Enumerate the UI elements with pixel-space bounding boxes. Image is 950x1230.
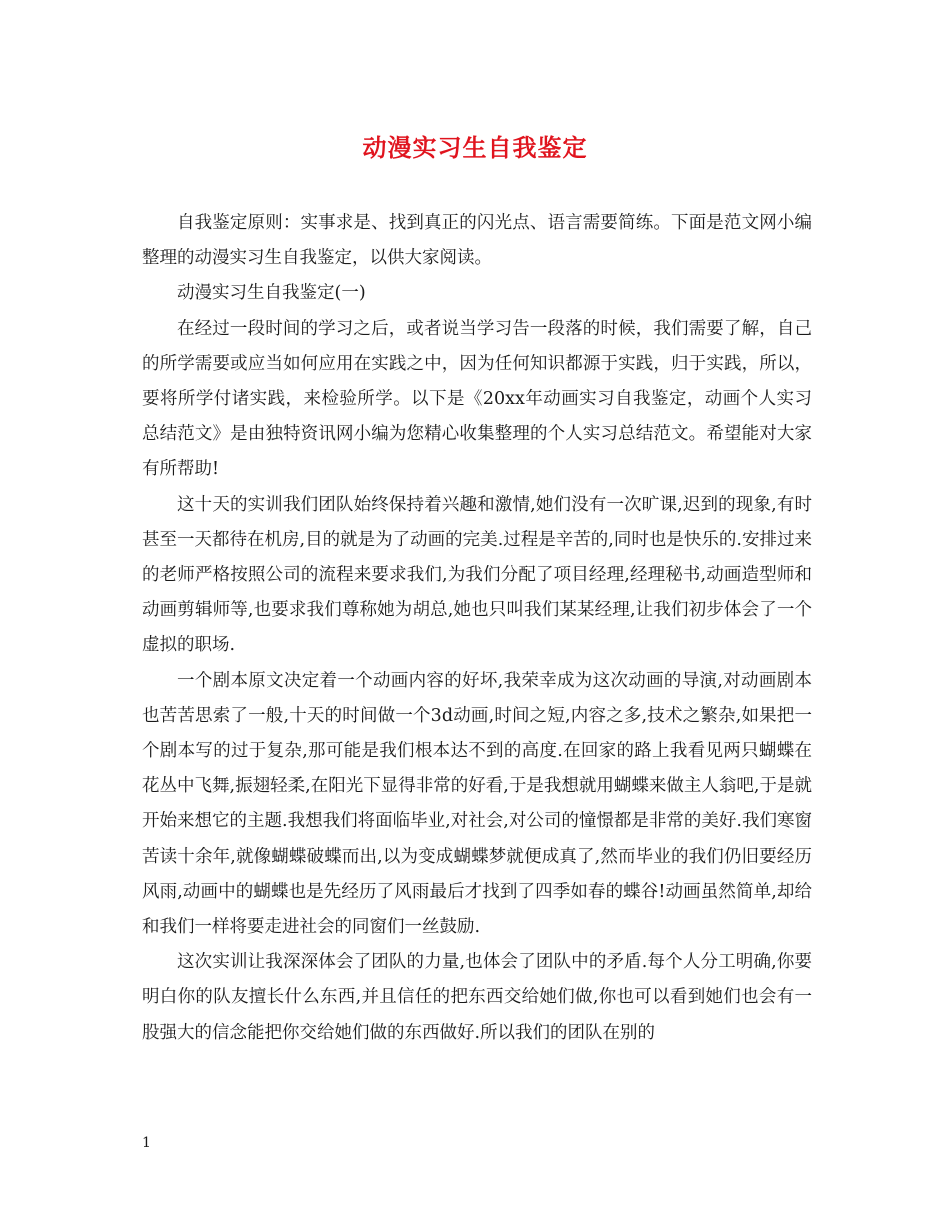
document-body	[142, 206, 812, 1051]
page-number: 1	[142, 1135, 151, 1151]
paragraph-2: 这十天的实训我们团队始终保持着兴趣和激情,她们没有一次旷课,迟到的现象,有时甚至一天都待在机房,目的就是为了动画的完美.过程是辛苦的,同时也是快乐的.安排过来的老师严格按照公司的流程来要求我们,为我们分配了项目经理,经理秘书,动画造型师和动画剪辑师等,也要求我们尊称她为胡总,她也只叫我们某某经理,让我们初步体会了一个虚拟的职场.	[142, 494, 812, 656]
paragraph-1: 在经过一段时间的学习之后，或者说当学习告一段落的时候，我们需要了解，自己的所学需要或应当如何应用在实践之中，因为任何知识都源于实践，归于实践，所以，要将所学付诸实践，来检验所学。以下是《20xx年动画实习自我鉴定，动画个人实习总结范文》是由独特资讯网小编为您精心收集整理的个人实习总结范文。希望能对大家有所帮助!	[142, 318, 812, 480]
document-title: 动漫实习生自我鉴定	[362, 133, 588, 162]
paragraph-3: 一个剧本原文决定着一个动画内容的好坏,我荣幸成为这次动画的导演,对动画剧本也苦苦思索了一般,十天的时间做一个3d动画,时间之短,内容之多,技术之繁杂,如果把一个剧本写的过于复杂,那可能是我们根本达不到的高度.在回家的路上我看见两只蝴蝶在花丛中飞舞,振翅轻柔,在阳光下显得非常的好看,于是我想就用蝴蝶来做主人翁吧,于是就开始来想它的主题.我想我们将面临毕业,对社会,对公司的憧憬都是非常的美好.我们寒窗苦读十余年,就像蝴蝶破蝶而出,以为变成蝴蝶梦就便成真了,然而毕业的我们仍旧要经历风雨,动画中的蝴蝶也是先经历了风雨最后才找到了四季如春的蝶谷!动画虽然简单,却给和我们一样将要走进社会的同窗们一丝鼓励.	[142, 670, 812, 938]
paragraph-4: 这次实训让我深深体会了团队的力量,也体会了团队中的矛盾.每个人分工明确,你要明白你的队友擅长什么东西,并且信任的把东西交给她们做,你也可以看到她们也会有一股强大的信念能把你交给她们做的东西做好.所以我们的团队在别的	[142, 952, 812, 1043]
paragraph-section-heading: 动漫实习生自我鉴定(一)	[177, 283, 366, 304]
paragraph-intro: 自我鉴定原则：实事求是、找到真正的闪光点、语言需要简练。下面是范文网小编整理的动漫实习生自我鉴定，以供大家阅读。	[142, 213, 812, 269]
